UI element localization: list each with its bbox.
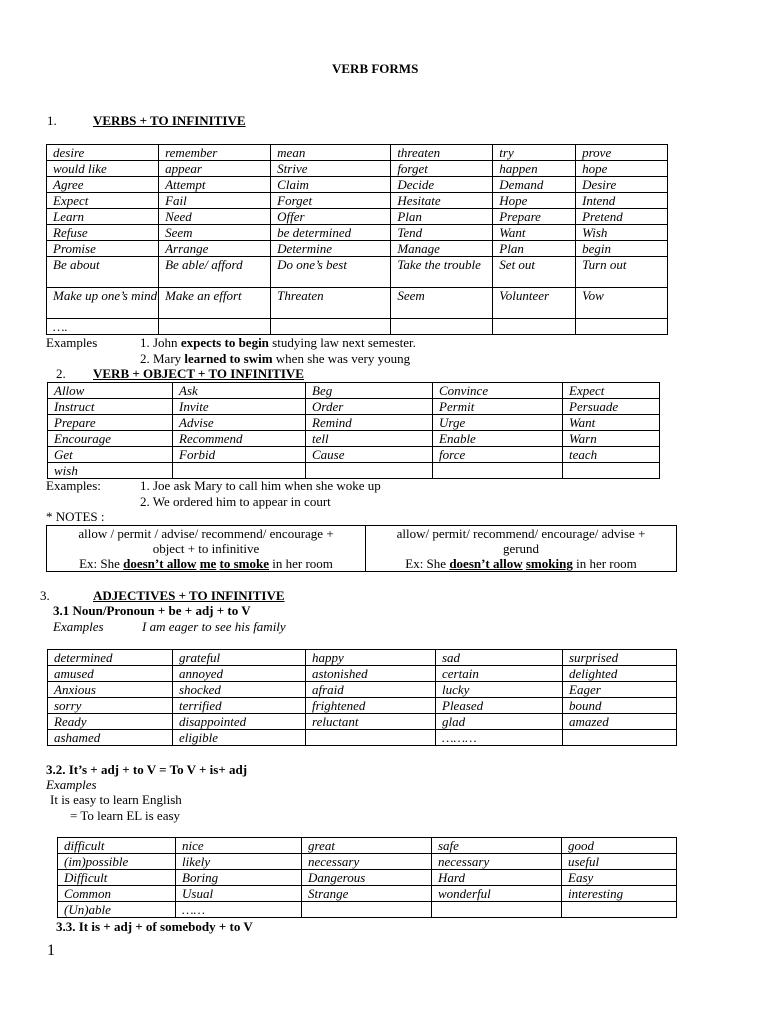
table-cell: shocked — [173, 682, 306, 698]
table-cell: Volunteer — [493, 288, 576, 319]
table-cell: Permit — [433, 399, 563, 415]
table-row — [47, 241, 668, 257]
table-cell: Encourage — [48, 431, 173, 447]
table-cell: Forget — [271, 193, 391, 209]
table-cell: reluctant — [306, 714, 436, 730]
table-cell: ashamed — [48, 730, 173, 746]
table-cell: prove — [576, 145, 668, 161]
table-cell: Agree — [47, 177, 159, 193]
table-row — [47, 209, 668, 225]
section-2-heading: VERB + OBJECT + TO INFINITIVE — [93, 366, 304, 381]
table-cell — [562, 902, 677, 918]
table-cell: happy — [306, 650, 436, 666]
table-cell: astonished — [306, 666, 436, 682]
table-cell — [563, 730, 677, 746]
table-cell: mean — [271, 145, 391, 161]
table-row — [47, 177, 668, 193]
section-1-example-1 — [140, 335, 416, 351]
table-cell: Threaten — [271, 288, 391, 319]
table-cell: …… — [176, 902, 302, 918]
note-example-text: in her room — [269, 556, 333, 571]
subsection-3-2-examples-label: Examples — [46, 777, 97, 792]
table-cell: wonderful — [432, 886, 562, 902]
table-cell: Offer — [271, 209, 391, 225]
table-cell: Refuse — [47, 225, 159, 241]
note-example-bold: to smoke — [219, 556, 270, 571]
table-cell: Decide — [391, 177, 493, 193]
table-cell — [432, 902, 562, 918]
table-cell: Vow — [576, 288, 668, 319]
subsection-3-1-heading: 3.1 Noun/Pronoun + be + adj + to V — [53, 603, 251, 618]
note-example-text: Ex: She — [405, 556, 450, 571]
table-cell: Ready — [48, 714, 173, 730]
subsection-3-3-heading: 3.3. It is + adj + of somebody + to V — [56, 919, 253, 934]
subsection-3-2-example-1: It is easy to learn English — [50, 792, 182, 807]
table-row — [48, 415, 660, 431]
table-cell — [576, 319, 668, 335]
verb-object-infinitive-table — [47, 382, 660, 479]
table-cell: Beg — [306, 383, 433, 399]
table-cell: Strive — [271, 161, 391, 177]
table-cell — [271, 319, 391, 335]
table-cell: Determine — [271, 241, 391, 257]
table-cell: Tend — [391, 225, 493, 241]
table-cell: Warn — [563, 431, 660, 447]
table-cell: Be about — [47, 257, 159, 288]
page-number: 1 — [47, 942, 55, 959]
table-cell: Get — [48, 447, 173, 463]
table-cell — [493, 319, 576, 335]
table-row — [48, 730, 677, 746]
table-cell: necessary — [302, 854, 432, 870]
table-cell: (Un)able — [58, 902, 176, 918]
table-cell: Take the trouble — [391, 257, 493, 288]
table-row — [47, 288, 668, 319]
note-left — [47, 526, 366, 572]
table-cell: Expect — [563, 383, 660, 399]
verbs-to-infinitive-table — [46, 144, 668, 335]
table-cell: frightened — [306, 698, 436, 714]
table-cell: Hesitate — [391, 193, 493, 209]
section-1-examples-label: Examples — [46, 335, 98, 350]
table-cell: Hope — [493, 193, 576, 209]
section-1-heading: VERBS + TO INFINITIVE — [93, 113, 246, 128]
table-cell: sorry — [48, 698, 173, 714]
table-cell: Boring — [176, 870, 302, 886]
table-cell: Pleased — [436, 698, 563, 714]
table-cell — [306, 463, 433, 479]
table-cell: Forbid — [173, 447, 306, 463]
table-row — [48, 698, 677, 714]
table-cell: necessary — [432, 854, 562, 870]
table-cell: Urge — [433, 415, 563, 431]
table-cell: disappointed — [173, 714, 306, 730]
table-cell: bound — [563, 698, 677, 714]
table-cell: would like — [47, 161, 159, 177]
table-cell: useful — [562, 854, 677, 870]
section-1-number: 1. — [47, 113, 57, 128]
table-cell: Ask — [173, 383, 306, 399]
table-cell — [306, 730, 436, 746]
example-text: 2. Mary — [140, 351, 185, 366]
table-cell — [302, 902, 432, 918]
note-example-bold: smoking — [525, 556, 573, 571]
table-cell: happen — [493, 161, 576, 177]
table-row — [47, 257, 668, 288]
table-cell: Usual — [176, 886, 302, 902]
notes-label: * NOTES : — [46, 509, 105, 524]
example-text: 1. John — [140, 335, 181, 350]
table-cell: Prepare — [48, 415, 173, 431]
table-cell: Arrange — [159, 241, 271, 257]
table-cell: …. — [47, 319, 159, 335]
table-cell: Enable — [433, 431, 563, 447]
table-cell: amused — [48, 666, 173, 682]
table-cell — [159, 319, 271, 335]
table-row — [48, 399, 660, 415]
table-cell: Promise — [47, 241, 159, 257]
table-cell: desire — [47, 145, 159, 161]
table-cell: Plan — [391, 209, 493, 225]
table-cell: Convince — [433, 383, 563, 399]
table-row — [58, 838, 677, 854]
subsection-3-1-example: I am eager to see his family — [142, 619, 286, 634]
subsection-3-1-examples-label: Examples — [53, 619, 104, 634]
note-example-bold: me — [199, 556, 217, 571]
table-cell: wish — [48, 463, 173, 479]
table-cell: amazed — [563, 714, 677, 730]
section-2-example-1: 1. Joe ask Mary to call him when she woke up — [140, 478, 381, 493]
table-cell: Dangerous — [302, 870, 432, 886]
table-cell: be determined — [271, 225, 391, 241]
section-1-example-2 — [140, 351, 410, 367]
table-cell: Persuade — [563, 399, 660, 415]
note-right — [366, 526, 677, 572]
table-cell: glad — [436, 714, 563, 730]
table-cell — [173, 463, 306, 479]
table-cell: Easy — [562, 870, 677, 886]
table-cell: delighted — [563, 666, 677, 682]
table-cell: nice — [176, 838, 302, 854]
table-cell: surprised — [563, 650, 677, 666]
table-cell: forget — [391, 161, 493, 177]
table-row — [48, 447, 660, 463]
subsection-3-2-heading: 3.2. It’s + adj + to V = To V + is+ adj — [46, 762, 248, 777]
table-cell: remember — [159, 145, 271, 161]
table-cell: sad — [436, 650, 563, 666]
table-cell: Recommend — [173, 431, 306, 447]
note-text: allow / permit / advise/ recommend/ encourage + — [78, 526, 334, 541]
note-text: object + to infinitive — [152, 541, 260, 556]
table-row — [48, 431, 660, 447]
table-cell: Make an effort — [159, 288, 271, 319]
note-text: allow/ permit/ recommend/ encourage/ advise + — [396, 526, 646, 541]
table-cell — [433, 463, 563, 479]
table-cell: interesting — [562, 886, 677, 902]
table-cell: Invite — [173, 399, 306, 415]
note-example-bold: doesn’t allow — [449, 556, 523, 571]
table-row — [47, 225, 668, 241]
table-cell: Need — [159, 209, 271, 225]
table-cell: Cause — [306, 447, 433, 463]
table-row — [47, 145, 668, 161]
table-row — [47, 319, 668, 335]
table-cell: Want — [563, 415, 660, 431]
table-cell: hope — [576, 161, 668, 177]
table-cell: Strange — [302, 886, 432, 902]
table-cell: great — [302, 838, 432, 854]
section-3-heading: ADJECTIVES + TO INFINITIVE — [93, 588, 285, 603]
table-cell: Anxious — [48, 682, 173, 698]
note-text: gerund — [502, 541, 540, 556]
example-verb: learned to swim — [184, 351, 273, 366]
table-row — [48, 682, 677, 698]
table-cell: ……… — [436, 730, 563, 746]
table-cell: Set out — [493, 257, 576, 288]
table-row — [48, 666, 677, 682]
table-cell: Plan — [493, 241, 576, 257]
table-row — [48, 383, 660, 399]
adjectives-table-1 — [47, 649, 677, 746]
table-cell: afraid — [306, 682, 436, 698]
table-cell: Learn — [47, 209, 159, 225]
table-cell: Expect — [47, 193, 159, 209]
example-verb: expects to begin — [180, 335, 269, 350]
table-cell: appear — [159, 161, 271, 177]
table-row — [58, 854, 677, 870]
table-cell: Difficult — [58, 870, 176, 886]
table-cell: Wish — [576, 225, 668, 241]
table-cell: Seem — [159, 225, 271, 241]
table-cell: annoyed — [173, 666, 306, 682]
section-2-number: 2. — [56, 366, 66, 381]
table-cell: try — [493, 145, 576, 161]
notes-table — [46, 525, 677, 572]
table-row — [48, 463, 660, 479]
note-example-text: Ex: She — [79, 556, 124, 571]
table-cell: Do one’s best — [271, 257, 391, 288]
table-cell: Desire — [576, 177, 668, 193]
table-cell: Turn out — [576, 257, 668, 288]
table-cell: likely — [176, 854, 302, 870]
example-text: studying law next semester. — [268, 335, 416, 350]
table-cell: Intend — [576, 193, 668, 209]
table-cell: Advise — [173, 415, 306, 431]
table-cell: determined — [48, 650, 173, 666]
section-2-example-2: 2. We ordered him to appear in court — [140, 494, 331, 509]
table-row — [48, 714, 677, 730]
table-cell: begin — [576, 241, 668, 257]
table-cell: Eager — [563, 682, 677, 698]
table-row — [58, 886, 677, 902]
note-example — [51, 556, 361, 571]
table-cell: Make up one’s mind — [47, 288, 159, 319]
table-cell: lucky — [436, 682, 563, 698]
table-cell: safe — [432, 838, 562, 854]
table-row — [47, 161, 668, 177]
table-cell: eligible — [173, 730, 306, 746]
table-cell: good — [562, 838, 677, 854]
table-cell: terrified — [173, 698, 306, 714]
table-cell: force — [433, 447, 563, 463]
table-cell: grateful — [173, 650, 306, 666]
table-cell: Allow — [48, 383, 173, 399]
table-cell: Hard — [432, 870, 562, 886]
subsection-3-2-example-2: = To learn EL is easy — [70, 808, 181, 823]
table-cell: (im)possible — [58, 854, 176, 870]
table-cell: tell — [306, 431, 433, 447]
table-cell: Remind — [306, 415, 433, 431]
table-cell: Seem — [391, 288, 493, 319]
table-row — [47, 193, 668, 209]
table-cell: Claim — [271, 177, 391, 193]
table-cell: Demand — [493, 177, 576, 193]
table-cell: Want — [493, 225, 576, 241]
table-cell: Manage — [391, 241, 493, 257]
table-cell: Order — [306, 399, 433, 415]
table-cell: difficult — [58, 838, 176, 854]
note-example-bold: doesn’t allow — [123, 556, 197, 571]
table-cell: Fail — [159, 193, 271, 209]
table-cell: threaten — [391, 145, 493, 161]
table-row — [58, 870, 677, 886]
table-cell — [563, 463, 660, 479]
table-cell: Instruct — [48, 399, 173, 415]
section-2-examples-label: Examples: — [46, 478, 101, 493]
table-cell: Prepare — [493, 209, 576, 225]
example-text: when she was very young — [272, 351, 411, 366]
adjectives-table-2 — [57, 837, 677, 918]
table-row — [58, 902, 677, 918]
table-cell: teach — [563, 447, 660, 463]
page-title: VERB FORMS — [332, 61, 419, 76]
table-cell: Pretend — [576, 209, 668, 225]
table-row — [48, 650, 677, 666]
table-cell: Be able/ afford — [159, 257, 271, 288]
note-example — [370, 556, 672, 571]
note-example-text: in her room — [572, 556, 637, 571]
table-cell: Attempt — [159, 177, 271, 193]
section-3-number: 3. — [40, 588, 50, 603]
table-cell: certain — [436, 666, 563, 682]
table-cell — [391, 319, 493, 335]
table-cell: Common — [58, 886, 176, 902]
